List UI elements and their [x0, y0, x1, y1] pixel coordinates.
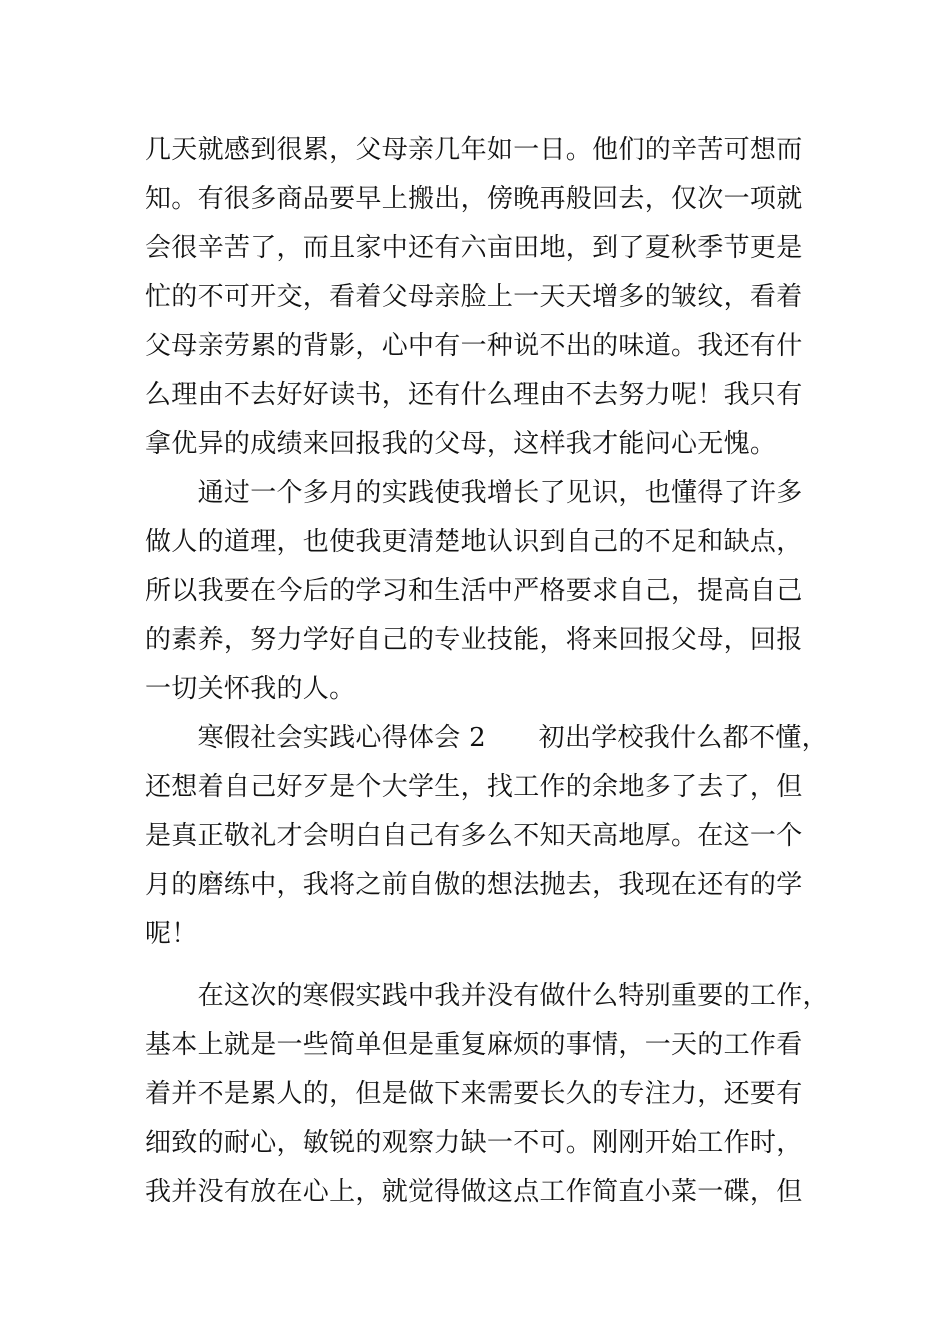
text-line: 的素养，努力学好自己的专业技能，将来回报父母，回报 [145, 625, 803, 655]
body-text [145, 126, 835, 1217]
text-line: 寒假社会实践心得体会 2 初出学校我什么都不懂， [145, 723, 828, 753]
text-line: 父母亲劳累的背影，心中有一种说不出的味道。我还有什 [145, 331, 803, 361]
text-line: 月的磨练中，我将之前自傲的想法抛去，我现在还有的学 [145, 870, 803, 900]
text-line: 呢！ [145, 919, 198, 949]
text-line: 在这次的寒假实践中我并没有做什么特别重要的工作， [145, 981, 829, 1011]
text-line: 忙的不可开交，看着父母亲脸上一天天增多的皱纹，看着 [145, 282, 803, 312]
text-line: 还想着自己好歹是个大学生，找工作的余地多了去了，但 [145, 772, 803, 802]
text-line: 知。有很多商品要早上搬出，傍晚再般回去，仅次一项就 [145, 184, 803, 214]
text-line: 拿优异的成绩来回报我的父母，这样我才能问心无愧。 [145, 429, 777, 459]
text-line: 基本上就是一些简单但是重复麻烦的事情，一天的工作看 [145, 1030, 803, 1060]
text-line: 几天就感到很累，父母亲几年如一日。他们的辛苦可想而 [145, 135, 803, 165]
text-line: 细致的耐心，敏锐的观察力缺一不可。刚刚开始工作时， [145, 1128, 803, 1158]
text-line: 会很辛苦了，而且家中还有六亩田地，到了夏秋季节更是 [145, 233, 803, 263]
text-line: 么理由不去好好读书，还有什么理由不去努力呢！我只有 [145, 380, 803, 410]
text-line: 着并不是累人的，但是做下来需要长久的专注力，还要有 [145, 1079, 803, 1109]
text-line: 通过一个多月的实践使我增长了见识，也懂得了许多 [145, 478, 803, 508]
text-line: 一切关怀我的人。 [145, 674, 356, 704]
text-line: 所以我要在今后的学习和生活中严格要求自己，提高自己 [145, 576, 803, 606]
text-line: 做人的道理，也使我更清楚地认识到自己的不足和缺点， [145, 527, 803, 557]
text-line: 是真正敬礼才会明白自己有多么不知天高地厚。在这一个 [145, 821, 803, 851]
text-line: 我并没有放在心上，就觉得做这点工作简直小菜一碟，但 [145, 1177, 803, 1207]
